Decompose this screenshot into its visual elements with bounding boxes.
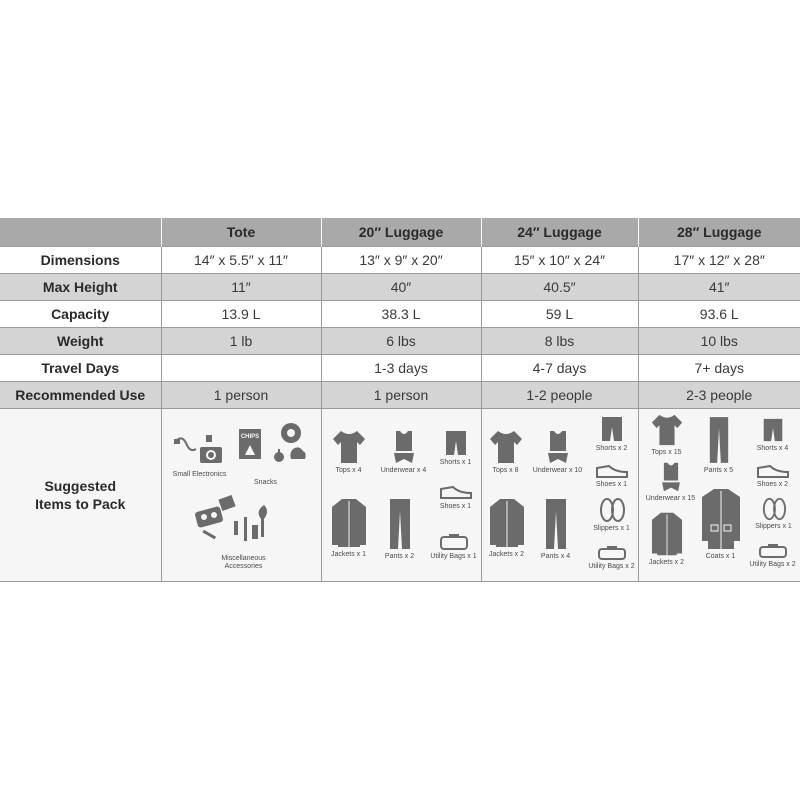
shoes-item xyxy=(590,463,634,489)
table-cell: 13.9 L xyxy=(161,301,321,328)
shoes-item xyxy=(434,483,478,511)
table-cell: 1 person xyxy=(161,382,321,409)
shoes-item xyxy=(751,463,795,489)
pants-icon xyxy=(388,497,412,551)
header-20-luggage: 20″ Luggage xyxy=(321,218,481,247)
row-travel-days xyxy=(0,355,800,382)
shoes-label: Shoes x 2 xyxy=(756,481,789,488)
pants-label: Pants x 4 xyxy=(540,553,571,560)
shorts-item xyxy=(590,415,634,453)
utility-bags-label: Utility Bags x 2 xyxy=(749,561,796,568)
utility-bag-icon xyxy=(758,543,788,559)
table-cell: 11″ xyxy=(161,274,321,301)
shoe-icon xyxy=(439,483,473,501)
accessories-icon xyxy=(192,495,296,553)
tshirt-icon xyxy=(331,429,367,465)
pants-icon xyxy=(544,497,568,551)
row-weight xyxy=(0,328,800,355)
underwear-icon xyxy=(658,461,684,493)
slippers-item xyxy=(751,497,797,531)
underwear-icon xyxy=(390,429,418,465)
jackets-label: Jackets x 1 xyxy=(330,551,366,558)
table-cell: 14″ x 5.5″ x 11″ xyxy=(161,247,321,274)
pants-item xyxy=(697,415,741,475)
suggested-label-line1: Suggested xyxy=(44,478,117,494)
table-cell: 38.3 L xyxy=(321,301,481,328)
pants-item xyxy=(378,497,422,561)
slippers-label: Slippers x 1 xyxy=(755,523,792,530)
jackets-item xyxy=(645,511,689,567)
tops-item xyxy=(645,413,689,457)
pants-item xyxy=(534,497,578,561)
table-cell: 59 L xyxy=(481,301,638,328)
table-cell: 40.5″ xyxy=(481,274,638,301)
slippers-label: Slippers x 1 xyxy=(593,525,630,532)
utility-bag-icon xyxy=(597,545,627,561)
jackets-label: Jackets x 2 xyxy=(488,551,524,558)
table-cell: 2-3 people xyxy=(638,382,800,409)
table-cell: 15″ x 10″ x 24″ xyxy=(481,247,638,274)
pants-icon xyxy=(708,415,730,465)
suggested-label xyxy=(0,477,161,513)
underwear-label: Underwear x 4 xyxy=(380,467,427,474)
row-label: Max Height xyxy=(0,274,161,301)
jackets-item xyxy=(484,497,530,559)
underwear-label: Underwear x 15 xyxy=(645,495,696,502)
table-cell: 1-2 people xyxy=(481,382,638,409)
shorts-item xyxy=(751,417,795,453)
luggage-comparison-table xyxy=(0,218,800,582)
chips-text: CHIPS xyxy=(240,434,259,440)
small-electronics-icon xyxy=(172,433,228,469)
header-row xyxy=(0,218,800,247)
table-cell xyxy=(161,355,321,382)
underwear-item xyxy=(376,429,432,475)
row-label: Recommended Use xyxy=(0,382,161,409)
utility-bags-label: Utility Bags x 1 xyxy=(430,553,477,560)
table-cell: 41″ xyxy=(638,274,800,301)
table-cell: 8 lbs xyxy=(481,328,638,355)
row-dimensions xyxy=(0,247,800,274)
tops-label: Tops x 4 xyxy=(335,467,362,474)
shorts-icon xyxy=(600,415,624,443)
table-cell: 4-7 days xyxy=(481,355,638,382)
table-cell: 1 person xyxy=(321,382,481,409)
header-corner xyxy=(0,218,161,247)
luggage-20-pack-cell xyxy=(321,409,481,582)
row-suggested-items xyxy=(0,409,800,582)
snacks-item xyxy=(232,419,314,487)
header-28-luggage: 28″ Luggage xyxy=(638,218,800,247)
shorts-label: Shorts x 4 xyxy=(756,445,789,452)
coat-icon xyxy=(700,487,742,551)
jackets-item xyxy=(326,497,372,559)
utility-bags-item xyxy=(747,543,799,569)
row-label xyxy=(0,409,161,582)
shorts-label: Shorts x 2 xyxy=(595,445,628,452)
jackets-label: Jackets x 2 xyxy=(648,559,684,566)
utility-bags-label: Utility Bags x 2 xyxy=(588,563,635,570)
tops-item xyxy=(484,429,528,475)
luggage-24-pack-cell xyxy=(481,409,638,582)
row-label: Capacity xyxy=(0,301,161,328)
misc-accessories-item xyxy=(192,495,296,571)
slippers-icon xyxy=(598,497,626,523)
tops-label: Tops x 8 xyxy=(492,467,519,474)
row-max-height xyxy=(0,274,800,301)
row-label: Dimensions xyxy=(0,247,161,274)
row-capacity xyxy=(0,301,800,328)
row-recommended-use xyxy=(0,382,800,409)
table-cell: 40″ xyxy=(321,274,481,301)
tote-pack-cell xyxy=(161,409,321,582)
table-cell: 93.6 L xyxy=(638,301,800,328)
shoes-label: Shoes x 1 xyxy=(595,481,628,488)
header-tote: Tote xyxy=(161,218,321,247)
snacks-icon xyxy=(233,419,313,477)
misc-label-line2: Accessories xyxy=(224,563,263,570)
tshirt-icon xyxy=(650,413,684,447)
shoe-icon xyxy=(595,463,629,479)
table-cell: 6 lbs xyxy=(321,328,481,355)
underwear-item xyxy=(528,429,588,475)
utility-bags-item xyxy=(586,545,638,571)
tops-item xyxy=(326,429,372,475)
table-cell: 17″ x 12″ x 28″ xyxy=(638,247,800,274)
luggage-28-pack-cell xyxy=(638,409,800,582)
shoes-label: Shoes x 1 xyxy=(439,503,472,510)
table-cell: 10 lbs xyxy=(638,328,800,355)
row-label: Weight xyxy=(0,328,161,355)
small-electronics-label: Small Electronics xyxy=(172,471,227,478)
row-label: Travel Days xyxy=(0,355,161,382)
tops-label: Tops x 15 xyxy=(651,449,682,456)
misc-label-line1: Miscellaneous xyxy=(221,555,266,562)
shorts-item xyxy=(434,429,478,467)
tshirt-icon xyxy=(488,429,524,465)
jacket-icon xyxy=(330,497,368,549)
suggested-label-line2: Items to Pack xyxy=(35,496,126,512)
utility-bags-item xyxy=(428,533,480,561)
pants-label: Pants x 2 xyxy=(384,553,415,560)
shorts-label: Shorts x 1 xyxy=(439,459,472,466)
table-cell: 1 lb xyxy=(161,328,321,355)
underwear-icon xyxy=(544,429,572,465)
pants-label: Pants x 5 xyxy=(703,467,734,474)
jacket-icon xyxy=(488,497,526,549)
slippers-item xyxy=(588,497,636,533)
table-cell: 13″ x 9″ x 20″ xyxy=(321,247,481,274)
coats-item xyxy=(695,487,747,561)
header-24-luggage: 24″ Luggage xyxy=(481,218,638,247)
shorts-icon xyxy=(761,417,785,443)
coats-label: Coats x 1 xyxy=(705,553,736,560)
snacks-label: Snacks xyxy=(254,479,277,486)
shoe-icon xyxy=(756,463,790,479)
small-electronics-item xyxy=(168,433,232,479)
table-cell: 7+ days xyxy=(638,355,800,382)
underwear-item xyxy=(643,461,699,503)
jacket-icon xyxy=(649,511,685,557)
shorts-icon xyxy=(444,429,468,457)
slippers-icon xyxy=(761,497,787,521)
underwear-label: Underwear x 10 xyxy=(532,467,583,474)
utility-bag-icon xyxy=(439,533,469,551)
table-cell: 1-3 days xyxy=(321,355,481,382)
